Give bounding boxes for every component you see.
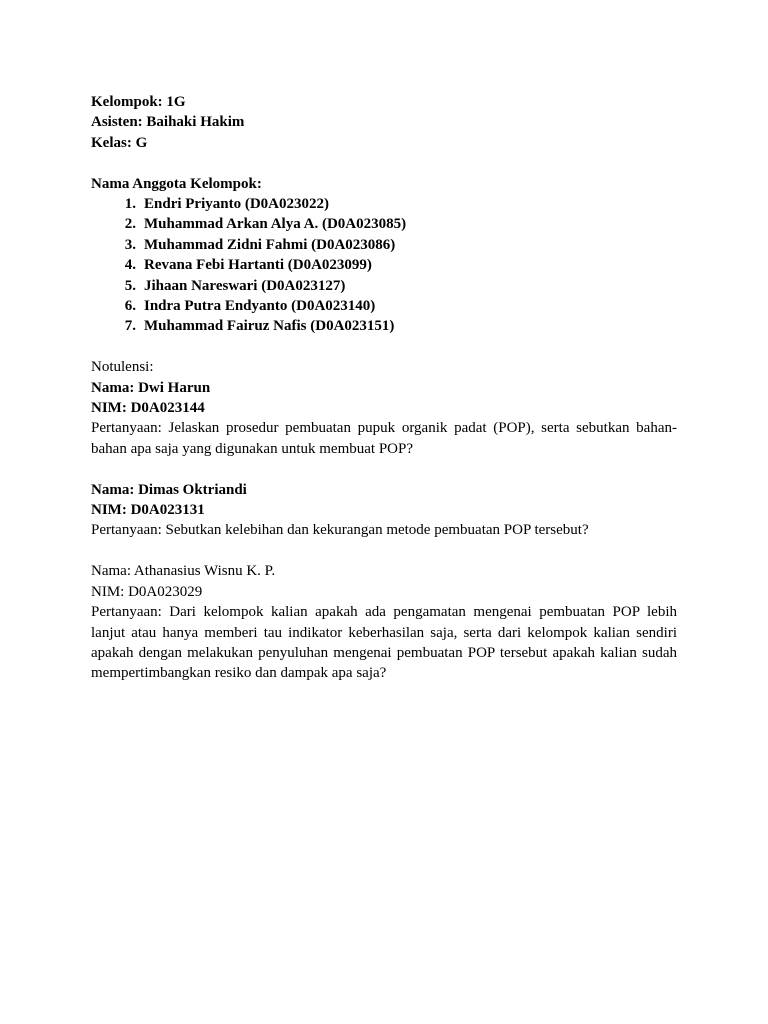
member-name: Revana Febi Hartanti (D0A023099): [144, 257, 372, 274]
entry-3-nama: Nama: Athanasius Wisnu K. P.: [91, 563, 276, 580]
list-number: 6.: [124, 298, 136, 315]
list-item: [91, 296, 677, 316]
entry-3-pertanyaan: Pertanyaan: Dari kelompok kalian apakah ada pengamatan mengenai pembuatan POP lebih lanjut atau hanya memberi tau indikator keberhasilan saja, serta dari kelompok kalian sendiri apakah dengan melakukan penyuluhan mengenai pembuatan POP tersebut apakah kalian sudah mempertimbangkan resiko dan dampak apa saja?: [91, 604, 677, 682]
list-number: 1.: [124, 196, 136, 213]
members-list: [91, 194, 677, 337]
spacer: [91, 337, 677, 357]
member-name: Muhammad Arkan Alya A. (D0A023085): [144, 216, 407, 233]
list-item: [91, 214, 677, 234]
member-name: Muhammad Zidni Fahmi (D0A023086): [144, 236, 396, 253]
list-number: 4.: [124, 257, 136, 274]
members-heading: Nama Anggota Kelompok:: [91, 175, 262, 192]
entry-3-nim: NIM: D0A023029: [91, 583, 203, 600]
entry-1-nim: NIM: D0A023144: [91, 400, 205, 417]
entry-1-nama: Nama: Dwi Harun: [91, 379, 211, 396]
list-number: 7.: [124, 318, 136, 335]
entry-2-pertanyaan: Pertanyaan: Sebutkan kelebihan dan kekurangan metode pembuatan POP tersebut?: [91, 522, 589, 539]
kelas-line: Kelas: G: [91, 134, 148, 151]
member-name: Endri Priyanto (D0A023022): [144, 196, 329, 213]
entry-2-nim: NIM: D0A023131: [91, 502, 205, 519]
spacer: [91, 459, 677, 479]
spacer: [91, 153, 677, 173]
list-number: 3.: [124, 236, 136, 253]
list-item: [91, 255, 677, 275]
member-name: Indra Putra Endyanto (D0A023140): [144, 298, 376, 315]
document-page: [91, 92, 677, 684]
notulensi-label: Notulensi:: [91, 359, 154, 376]
member-name: Muhammad Fairuz Nafis (D0A023151): [144, 318, 395, 335]
entry-1-pertanyaan: Pertanyaan: Jelaskan prosedur pembuatan pupuk organik padat (POP), serta sebutkan bahan-bahan apa saja yang digunakan untuk membuat POP?: [91, 420, 677, 457]
list-item: [91, 276, 677, 296]
entry-2-nama: Nama: Dimas Oktriandi: [91, 481, 247, 498]
list-number: 2.: [124, 216, 136, 233]
kelompok-line: Kelompok: 1G: [91, 94, 186, 110]
asisten-line: Asisten: Baihaki Hakim: [91, 114, 245, 131]
list-number: 5.: [124, 277, 136, 294]
list-item: [91, 235, 677, 255]
list-item: [91, 194, 677, 214]
list-item: [91, 316, 677, 336]
spacer: [91, 541, 677, 561]
member-name: Jihaan Nareswari (D0A023127): [144, 277, 346, 294]
